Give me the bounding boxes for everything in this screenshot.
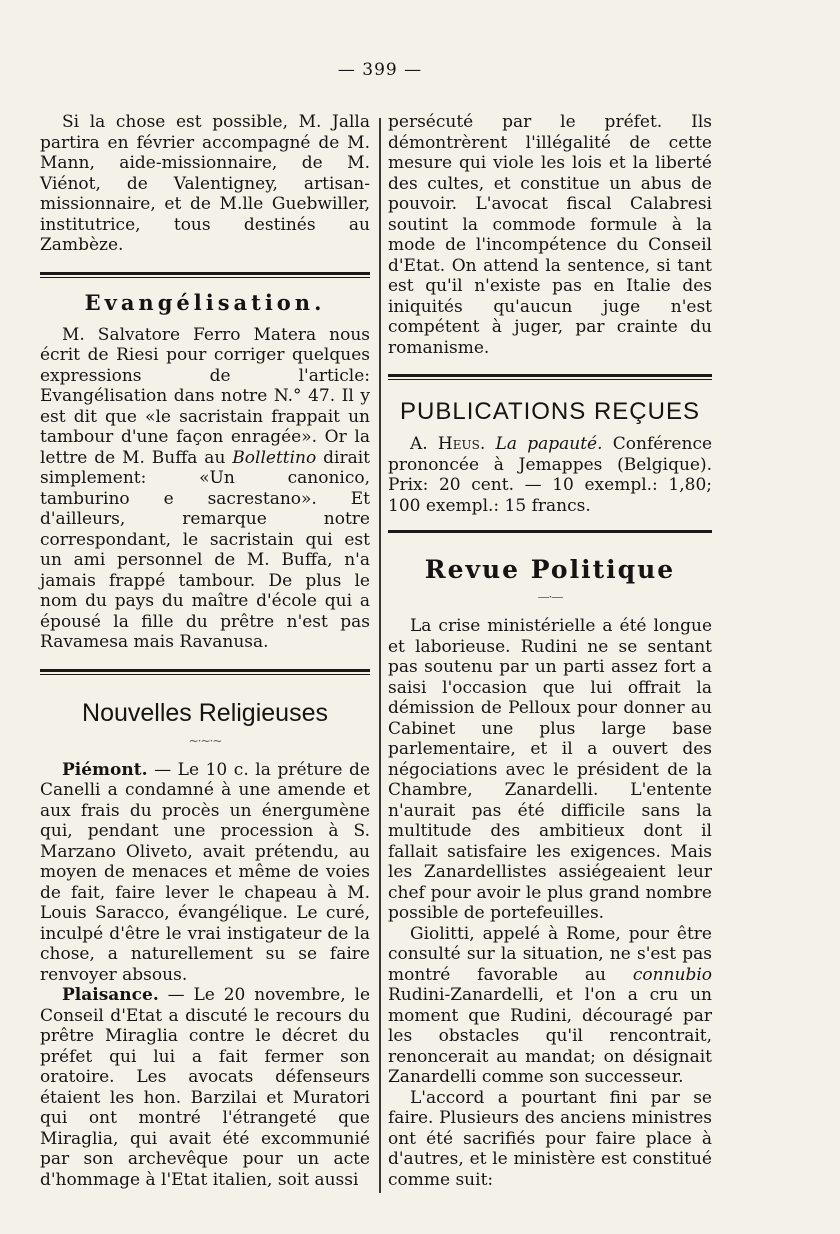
section-rule xyxy=(388,530,712,533)
publication-title: La papauté. xyxy=(495,434,603,454)
evangelisation-text-1: M. Salvatore Ferro Matera nous écrit de Riesi pour corriger quelques expressions de l'article: Evangélisation dans notre N.° 47. Il y est dit que «le sacristain frappait un tambour d'une façon enragée». Or la lettre de M. Buffa au xyxy=(40,324,370,468)
revue-paragraph-3: L'accord a pourtant fini par se faire. Plusieurs des anciens ministres ont été sacrifiés pour faire place à d'autres, et le ministère est constitué comme suit: xyxy=(388,1087,712,1190)
right-column xyxy=(388,112,712,1190)
piemont-lead: Piémont. xyxy=(62,759,148,780)
plaisance-paragraph xyxy=(40,985,370,1190)
section-rule xyxy=(388,374,712,380)
plaisance-lead: Plaisance. xyxy=(62,985,159,1005)
page-number: — 399 — xyxy=(337,60,423,80)
revue-heading: Revue Politique xyxy=(424,555,676,584)
publications-heading: PUBLICATIONS REÇUES xyxy=(400,398,700,425)
continuation-paragraph: persécuté par le préfet. Ils démontrèrent l'illégalité de cette mesure qui viole les lois et la liberté des cultes, et constitue un abus de pouvoir. L'avocat fiscal Calabresi soutint la commode formule à la mode de l'incompétence du Conseil d'Etat. On attend la sentence, si tant est qu'il n'existe pas en Italie des iniquités qu'aucun juge n'est compétent à juger, par crainte du romanisme. xyxy=(388,112,712,358)
piemont-paragraph xyxy=(40,760,370,986)
publication-text: Conférence prononcée à Jemappes (Belgique). Prix: 20 cent. — 10 exempl.: 1,80; 100 exempl.: 15 francs. xyxy=(388,434,713,516)
section-rule xyxy=(40,669,370,675)
piemont-text: — Le 10 c. la préture de Canelli a condamné à une amende et aux frais du procès un énergumène qui, pendant une procession à S. Marzano Oliveto, avait prétendu, au moyen de menaces et même de voies de fait, faire lever le chapeau à M. Louis Saracco, évangélique. Le curé, inculpé d'être le vrai instigateur de la chose, a naturellement su se faire renvoyer absous. xyxy=(40,759,370,985)
left-column xyxy=(40,112,370,1190)
nouvelles-heading: Nouvelles Religieuses xyxy=(82,698,328,727)
evangelisation-paragraph xyxy=(40,325,370,653)
revue-paragraph-1: La crise ministérielle a été longue et laborieuse. Rudini ne se sentant pas soutenu par un parti assez fort a saisi l'occasion que lui offrait la démission de Pelloux pour donner au Cabinet une plus large base parlementaire, et il a ouvert des négociations avec le président de la Chambre, Zanardelli. L'entente n'aurait pas été difficile sans la multitude des ambitieux dont il fallait satisfaire les exigences. Mais les Zanardellistes assiégeaient leur chef pour avoir le plus grand nombre possible de portefeuilles. xyxy=(388,616,712,923)
revue-paragraph-2 xyxy=(388,924,712,1088)
evangelisation-text-2: dirait simplement: «Un canonico, tamburino e sacrestano». Et d'ailleurs, remarque notre correspondant, le sacristain qui est un ami personnel de M. Buffa, n'a jamais frappé tambour. De plus le nom du pays du maître d'école qui a épousé la fille du prêtre n'est pas Ravamesa mais Ravanusa. xyxy=(40,447,370,652)
ornament: ~·~·~ xyxy=(188,733,222,748)
publication-author: A. Heus. xyxy=(410,434,486,454)
revue-text-2b: Rudini-Zanardelli, et l'on a cru un moment que Rudini, découragé par les obstacles qu'il rencontrait, renoncerait au mandat; on désignait Zanardelli comme son successeur. xyxy=(388,985,712,1087)
column-divider xyxy=(379,118,381,1193)
plaisance-text: — Le 20 novembre, le Conseil d'Etat a discuté le recours du prêtre Miraglia contre le décret du préfet qui lui a fait fermer son oratoire. Les avocats défenseurs étaient les hon. Barzilai et Muratori qui ont montré l'étrangeté que Miraglia, qui avait été excommunié par son archevêque pour un acte d'hommage à l'Etat italien, soit aussi xyxy=(40,985,370,1190)
bollettino-italic: Bollettino xyxy=(232,447,317,468)
publications-paragraph xyxy=(388,434,712,516)
connubio-italic: connubio xyxy=(632,964,712,985)
intro-paragraph: Si la chose est possible, M. Jalla partira en février accompagné de M. Mann, aide-missionnaire, de M. Viénot, de Valentigney, artisan-missionnaire, et de M.lle Guebwiller, institutrice, tous destinés au Zambèze. xyxy=(40,112,370,255)
evangelisation-heading: Evangélisation. xyxy=(84,289,326,315)
revue-text-2a: Giolitti, appelé à Rome, pour être consulté sur la situation, ne s'est pas montré favorable au xyxy=(388,923,712,985)
ornament: —·— xyxy=(537,590,563,604)
section-rule xyxy=(40,272,370,278)
